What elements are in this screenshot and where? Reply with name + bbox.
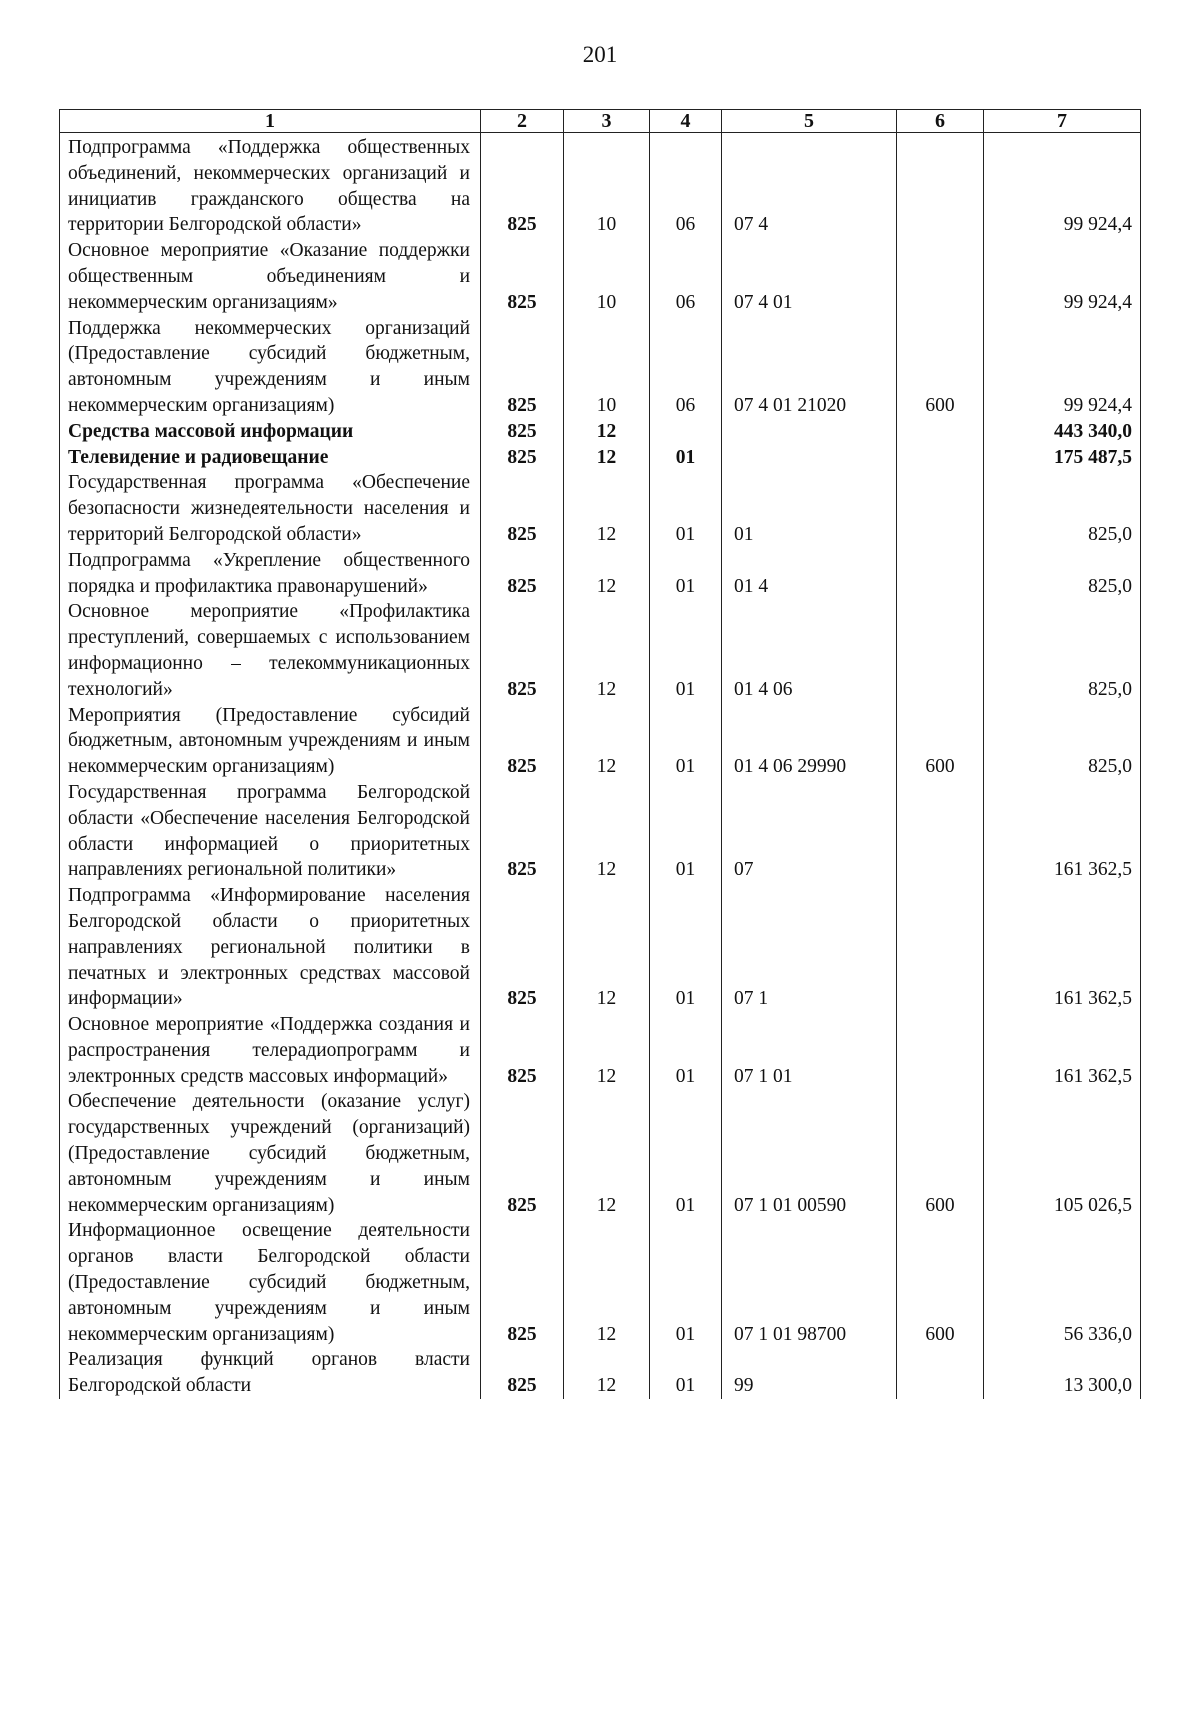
subsection-code-cell (650, 419, 722, 445)
amount-cell: 13 300,0 (984, 1347, 1141, 1399)
subsection-code-cell: 01 (650, 703, 722, 780)
expense-type-cell (897, 445, 984, 471)
subsection-code-cell: 01 (650, 548, 722, 600)
subsection-code-cell: 01 (650, 780, 722, 883)
row-name-cell: Подпрограмма «Укрепление общественного порядка и профилактика правонарушений» (60, 548, 481, 600)
section-code-cell: 10 (564, 238, 650, 315)
table-body (60, 133, 1141, 1400)
row-name-cell: Основное мероприятие «Оказание поддержки общественным объединениям и некоммерческим организациям» (60, 238, 481, 315)
expense-type-cell (897, 133, 984, 239)
section-code-cell: 12 (564, 445, 650, 471)
admin-code-cell: 825 (481, 316, 564, 419)
column-header: 3 (564, 110, 650, 133)
row-name-cell: Информационное освещение деятельности органов власти Белгородской области (Предоставление субсидий бюджетным, автономным учреждениям и иным некоммерческим организациям) (60, 1218, 481, 1347)
subsection-code-cell: 01 (650, 1347, 722, 1399)
section-code-cell: 10 (564, 316, 650, 419)
admin-code-cell: 825 (481, 445, 564, 471)
subsection-code-cell: 01 (650, 883, 722, 1012)
row-name-cell: Обеспечение деятельности (оказание услуг) государственных учреждений (организаций) (Предоставление субсидий бюджетным, автономным учреждениям и иным некоммерческим организациям) (60, 1089, 481, 1218)
admin-code-cell: 825 (481, 238, 564, 315)
admin-code-cell: 825 (481, 1347, 564, 1399)
table-row (60, 883, 1141, 1012)
target-article-cell: 01 4 (722, 548, 897, 600)
section-code-cell: 12 (564, 1012, 650, 1089)
target-article-cell: 07 4 (722, 133, 897, 239)
section-code-cell: 12 (564, 548, 650, 600)
subsection-code-cell: 01 (650, 445, 722, 471)
target-article-cell: 07 4 01 21020 (722, 316, 897, 419)
expense-type-cell (897, 238, 984, 315)
table-row (60, 1347, 1141, 1399)
table-row (60, 599, 1141, 702)
admin-code-cell: 825 (481, 883, 564, 1012)
expense-type-cell (897, 419, 984, 445)
target-article-cell: 07 1 01 98700 (722, 1218, 897, 1347)
expense-type-cell: 600 (897, 1218, 984, 1347)
admin-code-cell: 825 (481, 1012, 564, 1089)
target-article-cell: 07 1 01 (722, 1012, 897, 1089)
table-row (60, 238, 1141, 315)
table-row (60, 548, 1141, 600)
table-row (60, 1012, 1141, 1089)
row-name-cell: Подпрограмма «Информирование населения Белгородской области о приоритетных направлениях региональной политики в печатных и электронных средствах массовой информации» (60, 883, 481, 1012)
row-name-cell: Государственная программа Белгородской области «Обеспечение населения Белгородской области информацией о приоритетных направлениях региональной политики» (60, 780, 481, 883)
row-name-cell: Подпрограмма «Поддержка общественных объединений, некоммерческих организаций и инициатив гражданского общества на территории Белгородской области» (60, 133, 481, 239)
target-article-cell: 07 (722, 780, 897, 883)
amount-cell: 99 924,4 (984, 238, 1141, 315)
page-number: 201 (582, 42, 618, 67)
budget-table (59, 109, 1141, 1399)
subsection-code-cell: 01 (650, 1089, 722, 1218)
target-article-cell (722, 419, 897, 445)
column-header: 6 (897, 110, 984, 133)
row-name-cell: Основное мероприятие «Профилактика преступлений, совершаемых с использованием информационно – телекоммуникационных технологий» (60, 599, 481, 702)
subsection-code-cell: 06 (650, 133, 722, 239)
table-row (60, 133, 1141, 239)
amount-cell: 825,0 (984, 548, 1141, 600)
table-row (60, 419, 1141, 445)
table-row (60, 780, 1141, 883)
table-header-row (60, 110, 1141, 133)
admin-code-cell: 825 (481, 599, 564, 702)
subsection-code-cell: 01 (650, 599, 722, 702)
expense-type-cell (897, 599, 984, 702)
row-name-cell: Средства массовой информации (60, 419, 481, 445)
admin-code-cell: 825 (481, 1089, 564, 1218)
admin-code-cell: 825 (481, 470, 564, 547)
expense-type-cell (897, 780, 984, 883)
section-code-cell: 12 (564, 1218, 650, 1347)
expense-type-cell: 600 (897, 316, 984, 419)
target-article-cell: 07 1 (722, 883, 897, 1012)
amount-cell: 161 362,5 (984, 1012, 1141, 1089)
subsection-code-cell: 01 (650, 1012, 722, 1089)
section-code-cell: 12 (564, 470, 650, 547)
amount-cell: 105 026,5 (984, 1089, 1141, 1218)
amount-cell: 161 362,5 (984, 883, 1141, 1012)
section-code-cell: 12 (564, 703, 650, 780)
amount-cell: 161 362,5 (984, 780, 1141, 883)
amount-cell: 825,0 (984, 599, 1141, 702)
table-row (60, 1218, 1141, 1347)
column-header: 1 (60, 110, 481, 133)
expense-type-cell (897, 1347, 984, 1399)
section-code-cell: 12 (564, 780, 650, 883)
target-article-cell: 99 (722, 1347, 897, 1399)
section-code-cell: 10 (564, 133, 650, 239)
subsection-code-cell: 06 (650, 238, 722, 315)
admin-code-cell: 825 (481, 133, 564, 239)
subsection-code-cell: 01 (650, 1218, 722, 1347)
expense-type-cell: 600 (897, 1089, 984, 1218)
table-row (60, 1089, 1141, 1218)
section-code-cell: 12 (564, 599, 650, 702)
column-header: 4 (650, 110, 722, 133)
target-article-cell: 01 4 06 (722, 599, 897, 702)
amount-cell: 99 924,4 (984, 133, 1141, 239)
target-article-cell: 01 4 06 29990 (722, 703, 897, 780)
table-row (60, 316, 1141, 419)
section-code-cell: 12 (564, 419, 650, 445)
target-article-cell: 07 1 01 00590 (722, 1089, 897, 1218)
amount-cell: 56 336,0 (984, 1218, 1141, 1347)
section-code-cell: 12 (564, 1347, 650, 1399)
row-name-cell: Государственная программа «Обеспечение безопасности жизнедеятельности населения и территорий Белгородской области» (60, 470, 481, 547)
amount-cell: 825,0 (984, 470, 1141, 547)
row-name-cell: Реализация функций органов власти Белгородской области (60, 1347, 481, 1399)
table-row (60, 445, 1141, 471)
column-header: 7 (984, 110, 1141, 133)
target-article-cell: 01 (722, 470, 897, 547)
section-code-cell: 12 (564, 1089, 650, 1218)
table-row (60, 470, 1141, 547)
column-header: 2 (481, 110, 564, 133)
expense-type-cell (897, 1012, 984, 1089)
expense-type-cell: 600 (897, 703, 984, 780)
amount-cell: 99 924,4 (984, 316, 1141, 419)
expense-type-cell (897, 883, 984, 1012)
amount-cell: 825,0 (984, 703, 1141, 780)
row-name-cell: Основное мероприятие «Поддержка создания и распространения телерадиопрограмм и электронных средств массовых информаций» (60, 1012, 481, 1089)
row-name-cell: Телевидение и радиовещание (60, 445, 481, 471)
admin-code-cell: 825 (481, 780, 564, 883)
target-article-cell (722, 445, 897, 471)
amount-cell: 443 340,0 (984, 419, 1141, 445)
expense-type-cell (897, 470, 984, 547)
row-name-cell: Поддержка некоммерческих организаций (Предоставление субсидий бюджетным, автономным учреждениям и иным некоммерческим организациям) (60, 316, 481, 419)
subsection-code-cell: 01 (650, 470, 722, 547)
column-header: 5 (722, 110, 897, 133)
admin-code-cell: 825 (481, 548, 564, 600)
admin-code-cell: 825 (481, 1218, 564, 1347)
row-name-cell: Мероприятия (Предоставление субсидий бюджетным, автономным учреждениям и иным некоммерческим организациям) (60, 703, 481, 780)
subsection-code-cell: 06 (650, 316, 722, 419)
table-row (60, 703, 1141, 780)
target-article-cell: 07 4 01 (722, 238, 897, 315)
admin-code-cell: 825 (481, 703, 564, 780)
section-code-cell: 12 (564, 883, 650, 1012)
expense-type-cell (897, 548, 984, 600)
admin-code-cell: 825 (481, 419, 564, 445)
amount-cell: 175 487,5 (984, 445, 1141, 471)
